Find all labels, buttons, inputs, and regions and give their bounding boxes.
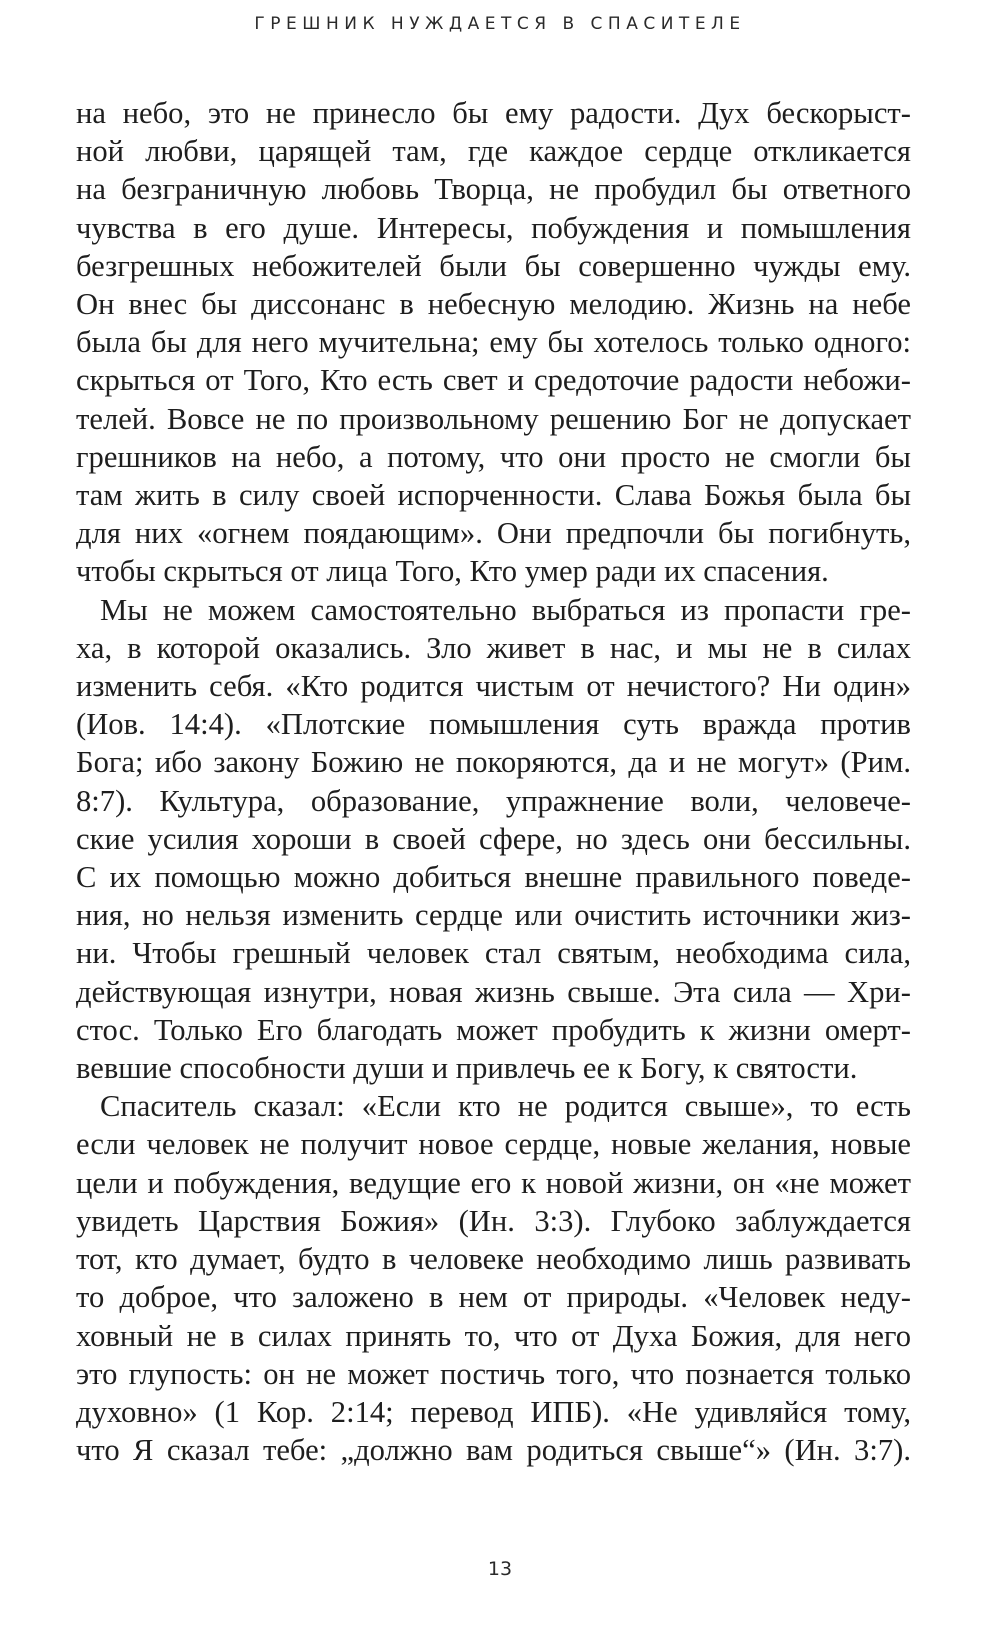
text-line: ни. Чтобы грешный человек стал святым, необходима сила, <box>76 936 911 971</box>
text-line: цели и побуждения, ведущие его к новой жизни, он «не может <box>76 1165 911 1200</box>
body-text <box>76 94 911 1469</box>
text-line: увидеть Царствия Божия» (Ин. 3:3). Глубоко заблуждается <box>76 1203 911 1238</box>
text-line: духовно» (1 Кор. 2:14; перевод ИПБ). «Не удивляйся тому, <box>76 1394 911 1429</box>
text-line: чувства в его душе. Интересы, побуждения и помышления <box>76 210 911 245</box>
text-line: скрыться от Того, Кто есть свет и средоточие радости небожи- <box>76 363 911 398</box>
text-line: если человек не получит новое сердце, новые желания, новые <box>76 1127 911 1162</box>
text-line: на безграничную любовь Творца, не пробудил бы ответного <box>76 172 911 207</box>
page-number: 13 <box>487 1558 513 1580</box>
text-line: ские усилия хороши в своей сфере, но здесь они бессильны. <box>76 821 911 856</box>
text-line: это глупость: он не может постичь того, что познается только <box>76 1356 911 1391</box>
text-line: (Иов. 14:4). «Плотские помышления суть вражда против <box>76 707 911 742</box>
text-line: Мы не можем самостоятельно выбраться из пропасти гре- <box>100 592 911 627</box>
text-line: безгрешных небожителей были бы совершенно чужды ему. <box>76 248 911 283</box>
text-line: там жить в силу своей испорченности. Слава Божья была бы <box>76 478 911 513</box>
text-line: действующая изнутри, новая жизнь свыше. Эта сила — Хри- <box>76 974 911 1009</box>
text-line: грешников на небо, а потому, что они просто не смогли бы <box>76 439 911 474</box>
text-line: Он внес бы диссонанс в небесную мелодию. Жизнь на небе <box>76 287 911 322</box>
text-line: стос. Только Его благодать может пробудить к жизни омерт- <box>76 1012 911 1047</box>
text-line: на небо, это не принесло бы ему радости. Дух бескорыст- <box>76 96 911 130</box>
text-line: Бога; ибо закону Божию не покоряются, да и не могут» (Рим. <box>76 745 911 780</box>
text-line: чтобы скрыться от лица Того, Кто умер ради их спасения. <box>76 554 829 589</box>
text-line: то доброе, что заложено в нем от природы. «Человек неду- <box>76 1280 911 1315</box>
paragraph-3 <box>76 1087 911 1469</box>
text-line: ховный не в силах принять то, что от Духа Божия, для него <box>76 1318 911 1353</box>
text-line: изменить себя. «Кто родится чистым от нечистого? Ни один» <box>76 669 911 704</box>
text-line: ной любви, царящей там, где каждое сердце откликается <box>76 134 911 169</box>
text-line: вевшие способности души и привлечь ее к Богу, к святости. <box>76 1051 858 1086</box>
text-line: тот, кто думает, будто в человеке необходимо лишь развивать <box>76 1242 911 1277</box>
text-line: телей. Вовсе не по произвольному решению Бог не допускает <box>76 401 911 436</box>
paragraph-1 <box>76 94 911 591</box>
text-line: ния, но нельзя изменить сердце или очистить источники жиз- <box>76 898 911 933</box>
text-line: что Я сказал тебе: „должно вам родиться свыше“» (Ин. 3:7). <box>76 1433 911 1468</box>
text-line: Спаситель сказал: «Если кто не родится свыше», то есть <box>100 1089 911 1124</box>
text-line: С их помощью можно добиться внешне правильного поведе- <box>76 860 911 895</box>
text-line: 8:7). Культура, образование, упражнение воли, человече- <box>76 783 911 818</box>
text-line: для них «огнем поядающим». Они предпочли бы погибнуть, <box>76 516 911 551</box>
paragraph-2 <box>76 591 911 1088</box>
text-line: ха, в которой оказались. Зло живет в нас, и мы не в силах <box>76 630 911 665</box>
text-line: была бы для него мучительна; ему бы хотелось только одного: <box>76 325 911 360</box>
running-head: ГРЕШНИК НУЖДАЕТСЯ В СПАСИТЕЛЕ <box>254 14 746 34</box>
